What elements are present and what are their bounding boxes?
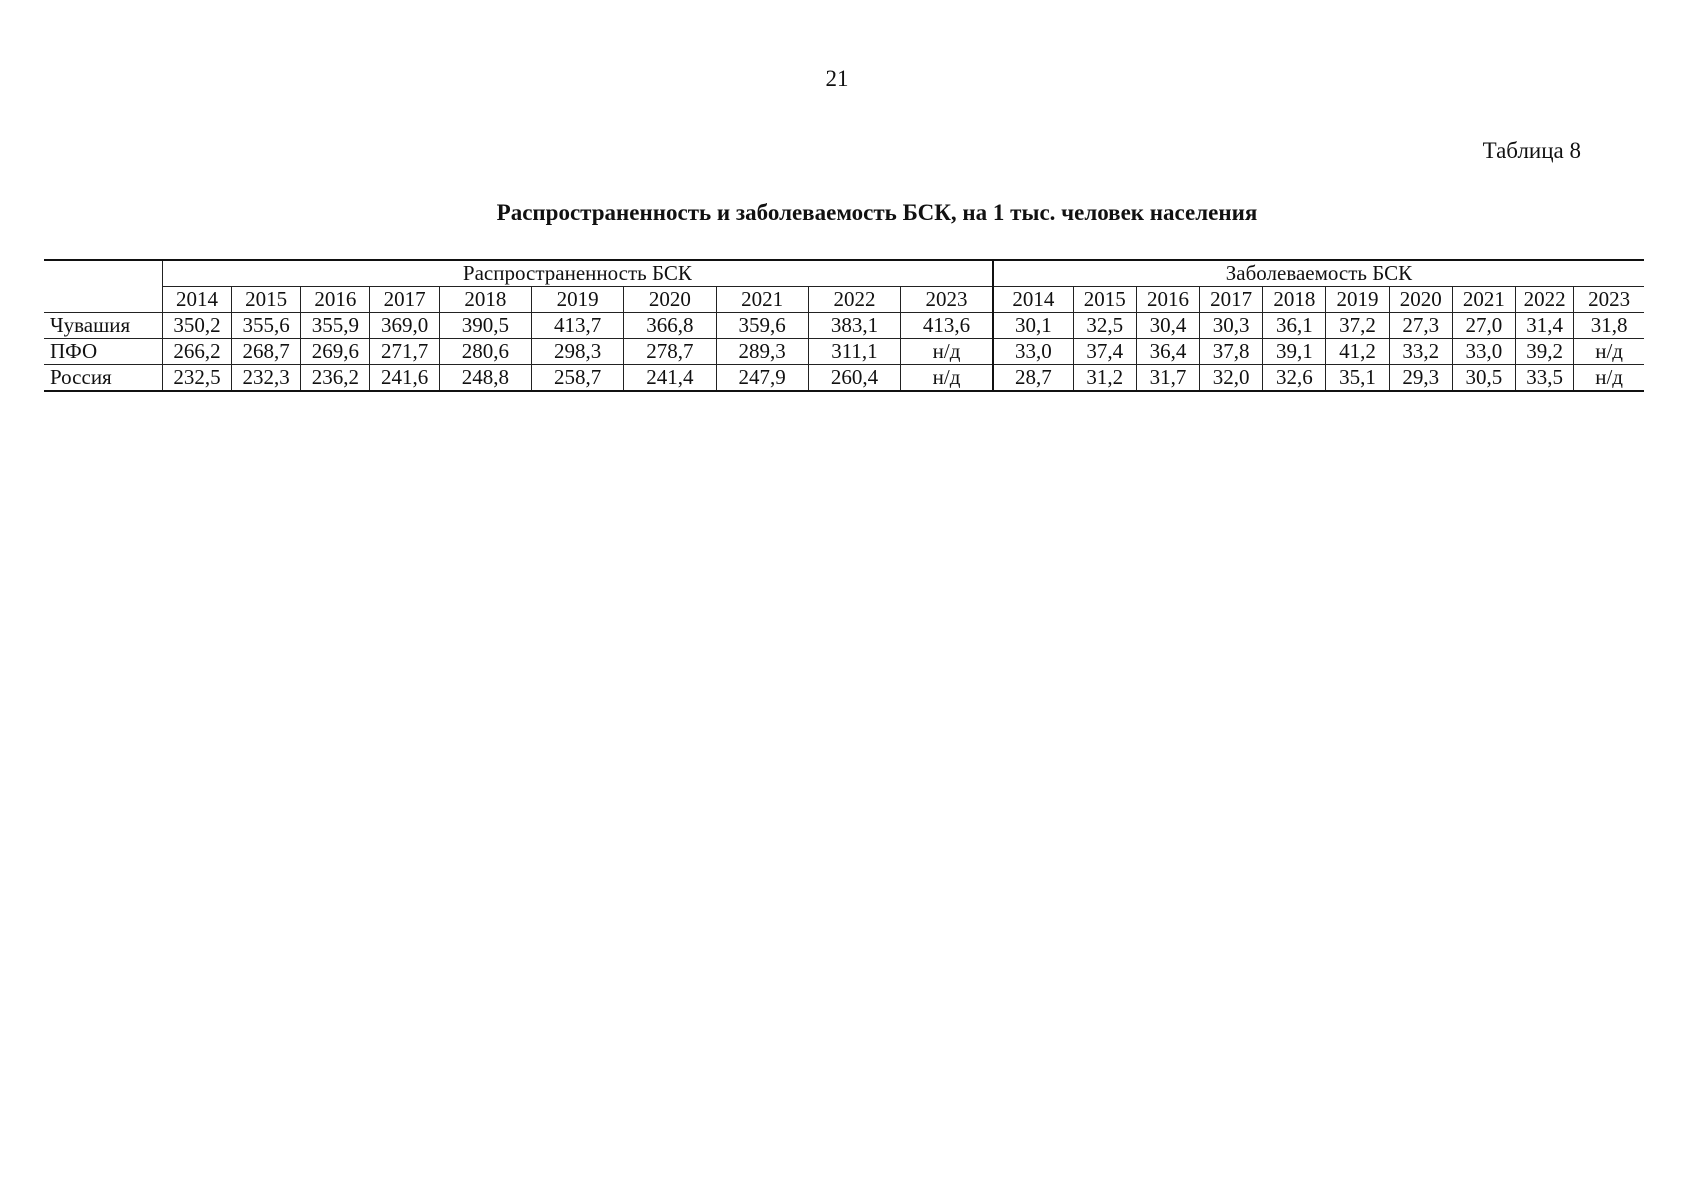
prevalence-cell: 366,8 <box>624 313 716 339</box>
incidence-cell: 33,0 <box>1452 339 1515 365</box>
incidence-cell: 30,1 <box>993 313 1073 339</box>
year-header: 2019 <box>1326 287 1389 313</box>
incidence-cell: 31,7 <box>1136 365 1199 392</box>
prevalence-cell: 280,6 <box>439 339 531 365</box>
prevalence-cell: 311,1 <box>808 339 900 365</box>
incidence-cell: 39,2 <box>1516 339 1574 365</box>
prevalence-cell: 278,7 <box>624 339 716 365</box>
prevalence-cell: 383,1 <box>808 313 900 339</box>
prevalence-cell: 413,7 <box>531 313 623 339</box>
incidence-cell: 30,3 <box>1200 313 1263 339</box>
incidence-cell: 37,4 <box>1073 339 1136 365</box>
incidence-cell: 27,0 <box>1452 313 1515 339</box>
year-header: 2019 <box>531 287 623 313</box>
year-header: 2015 <box>232 287 301 313</box>
table-body <box>44 313 1644 392</box>
incidence-cell: 35,1 <box>1326 365 1389 392</box>
prevalence-cell: н/д <box>901 339 993 365</box>
year-header: 2021 <box>716 287 808 313</box>
year-header: 2014 <box>162 287 231 313</box>
prevalence-cell: 359,6 <box>716 313 808 339</box>
year-header: 2016 <box>1136 287 1199 313</box>
region-label: Чувашия <box>44 313 162 339</box>
year-header: 2015 <box>1073 287 1136 313</box>
region-label: Россия <box>44 365 162 392</box>
incidence-cell: 27,3 <box>1389 313 1452 339</box>
year-header: 2017 <box>370 287 439 313</box>
incidence-cell: 31,2 <box>1073 365 1136 392</box>
prevalence-cell: 241,4 <box>624 365 716 392</box>
table-row <box>44 365 1644 392</box>
group-header-row <box>44 260 1644 287</box>
prevalence-cell: 232,3 <box>232 365 301 392</box>
year-header: 2020 <box>624 287 716 313</box>
incidence-cell: 32,0 <box>1200 365 1263 392</box>
incidence-cell: 37,2 <box>1326 313 1389 339</box>
year-header-row <box>44 287 1644 313</box>
table-label: Таблица 8 <box>1482 138 1581 163</box>
data-table <box>44 259 1644 392</box>
incidence-cell: 30,5 <box>1452 365 1515 392</box>
incidence-cell: 33,2 <box>1389 339 1452 365</box>
incidence-cell: н/д <box>1574 339 1644 365</box>
incidence-cell: 30,4 <box>1136 313 1199 339</box>
incidence-cell: 29,3 <box>1389 365 1452 392</box>
prevalence-cell: 289,3 <box>716 339 808 365</box>
prevalence-cell: 232,5 <box>162 365 231 392</box>
incidence-cell: 31,4 <box>1516 313 1574 339</box>
page-title: Распространенность и заболеваемость БСК, на 1 тыс. человек населения <box>496 200 1258 225</box>
year-header: 2023 <box>901 287 993 313</box>
year-header: 2022 <box>808 287 900 313</box>
incidence-cell: н/д <box>1574 365 1644 392</box>
prevalence-cell: 298,3 <box>531 339 623 365</box>
prevalence-cell: 355,6 <box>232 313 301 339</box>
prevalence-cell: 269,6 <box>301 339 370 365</box>
incidence-cell: 36,4 <box>1136 339 1199 365</box>
prevalence-cell: 247,9 <box>716 365 808 392</box>
year-header: 2018 <box>1263 287 1326 313</box>
prevalence-cell: 248,8 <box>439 365 531 392</box>
year-header: 2021 <box>1452 287 1515 313</box>
region-label: ПФО <box>44 339 162 365</box>
year-header: 2014 <box>993 287 1073 313</box>
incidence-cell: 36,1 <box>1263 313 1326 339</box>
prevalence-cell: 390,5 <box>439 313 531 339</box>
prevalence-cell: 350,2 <box>162 313 231 339</box>
incidence-cell: 33,0 <box>993 339 1073 365</box>
prevalence-cell: 241,6 <box>370 365 439 392</box>
incidence-cell: 33,5 <box>1516 365 1574 392</box>
corner-cell <box>44 260 162 313</box>
year-header: 2020 <box>1389 287 1452 313</box>
incidence-cell: 32,5 <box>1073 313 1136 339</box>
prevalence-cell: 369,0 <box>370 313 439 339</box>
incidence-cell: 41,2 <box>1326 339 1389 365</box>
year-header: 2023 <box>1574 287 1644 313</box>
year-header: 2018 <box>439 287 531 313</box>
prevalence-cell: 268,7 <box>232 339 301 365</box>
prevalence-cell: 271,7 <box>370 339 439 365</box>
table-head <box>44 260 1644 313</box>
prevalence-cell: 236,2 <box>301 365 370 392</box>
incidence-cell: 39,1 <box>1263 339 1326 365</box>
incidence-cell: 32,6 <box>1263 365 1326 392</box>
prevalence-cell: 260,4 <box>808 365 900 392</box>
year-header: 2022 <box>1516 287 1574 313</box>
prevalence-cell: 258,7 <box>531 365 623 392</box>
prevalence-cell: 413,6 <box>901 313 993 339</box>
page-number: 21 <box>825 66 849 91</box>
incidence-cell: 31,8 <box>1574 313 1644 339</box>
group-header-incidence: Заболеваемость БСК <box>993 260 1644 287</box>
incidence-cell: 28,7 <box>993 365 1073 392</box>
prevalence-cell: 266,2 <box>162 339 231 365</box>
incidence-cell: 37,8 <box>1200 339 1263 365</box>
prevalence-cell: н/д <box>901 365 993 392</box>
prevalence-cell: 355,9 <box>301 313 370 339</box>
year-header: 2017 <box>1200 287 1263 313</box>
table-row <box>44 313 1644 339</box>
table-row <box>44 339 1644 365</box>
group-header-prevalence: Распространенность БСК <box>162 260 993 287</box>
year-header: 2016 <box>301 287 370 313</box>
